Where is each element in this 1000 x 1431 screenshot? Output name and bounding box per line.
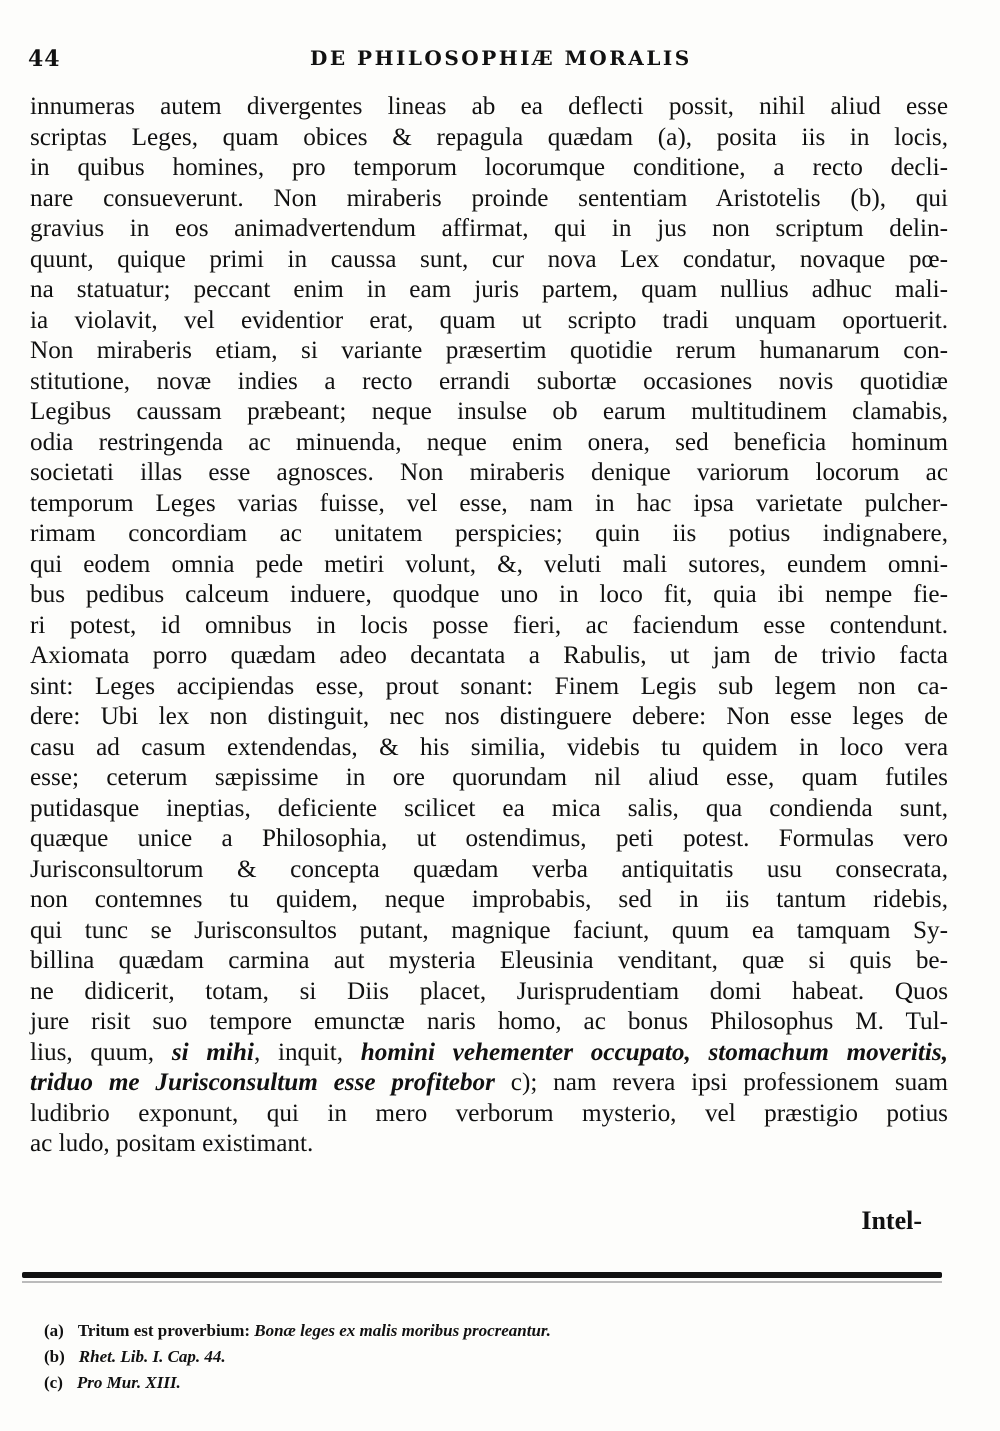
text-line: Jurisconsultorum & concepta quædam verba antiquitatis usu consecrata, — [30, 855, 948, 883]
catchword: Intel- — [861, 1206, 922, 1235]
text-line: ne didicerit, totam, si Diis placet, Jurisprudentiam domi habeat. Quos — [30, 977, 948, 1005]
text-line: Axiomata porro quædam adeo decantata a Rabulis, ut jam de trivio facta — [30, 642, 948, 669]
text-line: ludibrio exponunt, qui in mero verborum mysterio, vel præstigio potius — [30, 1099, 948, 1127]
italic-fragment: si mihi — [171, 1038, 254, 1066]
footnote-italic: Pro Mur. XIII. — [76, 1373, 181, 1392]
footnotes — [44, 1318, 944, 1396]
text-line: odia restringenda ac minuenda, neque enim onera, sed beneficia hominum — [30, 428, 948, 456]
text-line: billina quædam carmina aut mysteria Eleusinia venditant, quæ si quis be- — [30, 947, 948, 974]
text-line: quunt, quique primi in caussa sunt, cur nova Lex condatur, novaque pœ- — [30, 245, 948, 273]
text-line: bus pedibus calceum induere, quodque uno in loco fit, quia ibi nempe fie- — [30, 581, 948, 608]
page-number: 44 — [28, 46, 61, 72]
footnote — [44, 1318, 944, 1344]
text-line: ri potest, id omnibus in locis posse fieri, ac faciendum esse contendunt. — [30, 611, 948, 639]
italic-fragment: homini vehementer occupato, stomachum moveritis, — [360, 1038, 949, 1066]
text-line: jure risit suo tempore emunctæ naris homo, ac bonus Philosophus M. Tul- — [30, 1008, 948, 1035]
footnote — [44, 1344, 944, 1370]
text-line: non contemnes tu quidem, neque improbabis, sed in iis tantum ridebis, — [30, 886, 948, 913]
text-fragment: lius, quum, — [30, 1038, 172, 1066]
text-line: temporum Leges varias fuisse, vel esse, nam in hac ipsa varietate pulcher- — [30, 489, 948, 517]
text-line: innumeras autem divergentes lineas ab ea deflecti possit, nihil aliud esse — [30, 93, 948, 120]
text-line: nare consueverunt. Non miraberis proinde sententiam Aristotelis (b), qui — [30, 184, 948, 212]
text-fragment: , inquit, — [253, 1038, 361, 1066]
text-line: ia violavit, vel evidentior erat, quam ut scripto tradi unquam oportuerit. — [30, 306, 948, 334]
text-line: putidasque ineptias, deficiente scilicet ea mica salis, qua condienda sunt, — [30, 794, 948, 822]
text-line: ac ludo, positam existimant. — [30, 1130, 314, 1157]
footnote-rule — [22, 1272, 942, 1278]
footnote-rule-shadow — [22, 1281, 942, 1283]
text-line-mixed — [30, 1068, 948, 1099]
text-line: Non miraberis etiam, si variante præsertim quotidie rerum humanarum con- — [30, 337, 948, 364]
footnote-text: Tritum est proverbium: — [77, 1321, 255, 1340]
text-line: gravius in eos animadvertendum affirmat, qui in jus non scriptum delin- — [30, 215, 948, 242]
text-line: qui tunc se Jurisconsultos putant, magnique faciunt, quum ea tamquam Sy- — [30, 916, 948, 944]
footnote-italic: Rhet. Lib. I. Cap. 44. — [78, 1347, 226, 1366]
text-line: rimam concordiam ac unitatem perspicies; quin iis potius indignabere, — [30, 520, 948, 547]
body-text — [30, 92, 948, 1160]
text-fragment: c); nam revera ipsi professionem suam — [494, 1069, 948, 1096]
footnote-italic: Bonæ leges ex malis moribus procreantur. — [254, 1321, 551, 1340]
text-line: stitutione, novæ indies a recto errandi subortæ occasiones novis quotidiæ — [30, 367, 948, 395]
text-line: na statuatur; peccant enim in eam juris partem, quam nullius adhuc mali- — [30, 276, 948, 303]
footnote — [44, 1370, 944, 1396]
running-head: DE PHILOSOPHIÆ MORALIS — [310, 46, 692, 70]
footnote-mark: (a) — [44, 1321, 64, 1340]
text-line: sint: Leges accipiendas esse, prout sonant: Finem Legis sub legem non ca- — [30, 672, 948, 700]
text-line: esse; ceterum sæpissime in ore quorundam nil aliud esse, quam futiles — [30, 764, 948, 791]
text-line: societati illas esse agnosces. Non miraberis denique variorum locorum ac — [30, 459, 948, 486]
text-line: scriptas Leges, quam obices & repagula quædam (a), posita iis in locis, — [30, 123, 948, 151]
italic-fragment: triduo me Jurisconsultum esse profitebor — [30, 1069, 495, 1096]
text-line: dere: Ubi lex non distinguit, nec nos distinguere debere: Non esse leges de — [30, 703, 948, 730]
text-line-mixed — [30, 1038, 948, 1069]
text-line: Legibus caussam præbeant; neque insulse ob earum multitudinem clamabis, — [30, 398, 948, 425]
text-line: casu ad casum extendendas, & his similia, videbis tu quidem in loco vera — [30, 733, 948, 761]
text-line: qui eodem omnia pede metiri volunt, &, veluti mali sutores, eundem omni- — [30, 550, 948, 578]
text-line: in quibus homines, pro temporum locorumque conditione, a recto decli- — [30, 154, 948, 181]
text-line: quæque unice a Philosophia, ut ostendimus, peti potest. Formulas vero — [30, 825, 948, 852]
footnote-mark: (b) — [44, 1347, 65, 1366]
footnote-mark: (c) — [44, 1373, 63, 1392]
